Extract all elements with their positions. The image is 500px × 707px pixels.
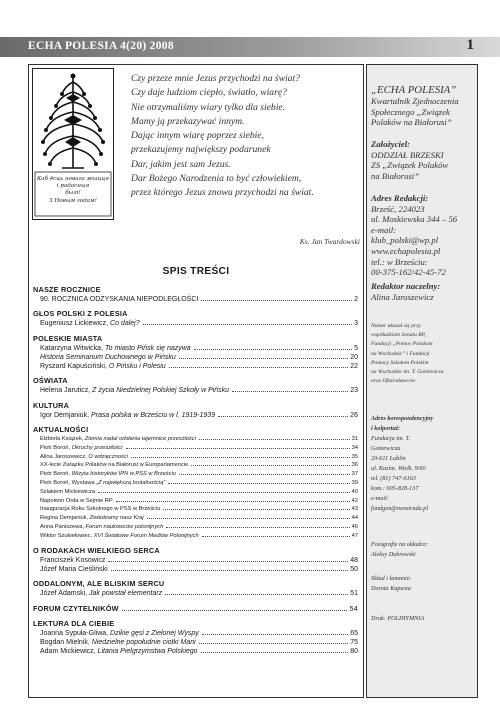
toc-entry-title: Co dalej? [110,320,140,328]
toc-section-title: AKTUALNOŚCI [33,425,89,435]
toc-page-number: 23 [350,387,358,395]
toc-entry-author: Piotr Boroń, Wystawa [40,480,97,487]
address-label: Adres Redakcji: [371,193,429,203]
print-line: Druk: POLIHYMNIA [371,615,425,622]
toc-entry-text [40,589,162,598]
toc-page-number: 20 [350,353,358,361]
toc-entry-title: To miasto Pińsk się nazywa [104,344,191,352]
funding-line: Numer ukazał się przy [371,323,421,329]
toc-entry[interactable] [33,556,358,565]
dot-leader [194,349,352,350]
toc-entry-text [40,505,160,514]
toc-entry[interactable] [33,589,358,598]
toc-entry-author: Katarzyna Witwicka, [40,344,105,352]
caption-line: Каб ёсць новага жыцця [36,176,110,182]
dot-leader [168,483,350,484]
dot-leader [122,610,348,611]
masthead-name: „ECHA POLESIA” [371,84,457,96]
toc-entry-title: Prasa polska w Brześciu w l. 1919-1939 [90,411,216,419]
toc-page-number: 75 [350,638,358,646]
toc-entry-title: XVI Światowe Forum Mediów Polonijnych [93,532,199,539]
toc-entry[interactable] [33,565,358,574]
poem-line: Dając innym wiarę poprzez siebie, [131,130,264,142]
toc-page-number: 37 [351,471,358,478]
toc-section [33,619,358,657]
toc-entry-author: Eugeniusz Lickiewicz, [40,320,111,328]
toc-entry-author: Ryszard Kapuściński, [40,363,109,371]
toc-entry[interactable] [33,505,358,514]
toc-entry-title: Okruchy przeszłości [71,444,123,451]
page-number: 1 [466,37,474,53]
website-link[interactable]: www.echapolesia.pl [371,245,441,256]
poem-line: przekazujemy największy podarunek [131,144,271,156]
folk-ornament-illustration [32,68,114,220]
toc-section [33,334,358,372]
toc-entry-author: Józef Adamski, [40,590,90,598]
toc-entry-author: Napoleon Orda w Sejmie RP [40,497,113,504]
ornament-caption [34,176,112,205]
toc-entry-text [40,319,140,328]
toc-entry-text [40,353,176,362]
poem-line: przez którego Jezus znowu przychodzi na świat. [131,187,314,199]
toc-entry-text [40,497,113,506]
toc-section [33,604,358,614]
toc-page-number: 51 [350,590,358,598]
toc-section [33,285,358,304]
poem-author: Ks. Jan Twardowski [299,237,360,246]
toc-entry[interactable] [33,514,358,523]
masthead-line: Kwartalnik Zjednoczenia [371,96,459,106]
toc-entry-title: Litania Pielgrzymstwa Polskiego [97,648,198,656]
toc-entry-title: „Z największą brutalnością” [96,480,166,487]
toc-entry[interactable] [33,411,358,420]
toc-entry-text [40,295,198,304]
toc-entry-title: 90. ROCZNICA ODZYSKANIA NIEPODLEGŁOŚCI [40,296,199,303]
toc-page-number: 39 [351,480,358,487]
toc-entry-author: Adam Mickiewicz, [40,648,98,656]
toc-section [33,579,358,598]
credit-label: Skład i łamanie: [371,575,412,582]
dot-leader [232,391,348,392]
toc-entry-text [40,514,144,523]
dot-leader [202,634,348,635]
print-credit [371,614,477,624]
toc-entry-text [40,488,95,497]
toc-section-title: ODDALONYM, ALE BLISKIM SERCU [33,579,165,589]
toc-section-title: LEKTURA DLA CIEBIE [33,618,115,628]
toc-entry[interactable] [33,479,358,488]
founder-label: Założyciel: [371,139,411,149]
toc-entry-title: Jak powstał elementarz [89,590,163,598]
poem-line: Czy przeze mnie Jezus przychodzi na świat? [131,73,300,84]
toc-entry-text [40,461,188,470]
dot-leader [126,448,350,449]
founder-line: ODDZIAŁ BRZESKI [371,149,444,160]
poem-line: Nie otrzymaliśmy wiary tylko dla siebie. [131,101,286,113]
toc-entry-text [40,638,196,647]
correspondence-label: i kolportaż: [371,425,401,432]
toc-title: SPIS TREŚCI [162,266,230,277]
toc-entry-author: Igor Demjaniuk, [40,411,91,419]
correspondence-line: Fundacja im. T. [371,435,411,442]
toc-page-number: 42 [351,497,358,504]
address-block [371,193,477,278]
toc-entry-author: XX-lecie Związku Polaków na Białorusi w Europarlamencie [40,462,189,469]
toc-entry[interactable] [33,353,358,362]
toc-entry-text [40,435,196,444]
toc-page-number: 47 [351,532,358,539]
credit-label: Fotografie na okładce: [371,541,429,548]
toc-entry-author: Bogdan Mielnik, [40,638,92,646]
dot-leader [169,367,349,368]
magazine-title: ECHA POLESIA 4(20) 2008 [28,40,174,52]
toc-entry[interactable] [33,344,358,353]
table-of-contents [33,285,358,661]
toc-section-title: O RODAKACH WIELKIEGO SERCA [33,545,160,555]
correspondence-block [371,414,477,514]
founder-block [371,139,477,181]
dot-leader [179,474,350,475]
toc-page-number: 5 [354,344,358,352]
toc-entry-author: Józef Maria Cieśliński [40,565,108,573]
toc-entry[interactable] [33,629,358,638]
toc-entry-title: Historia Seminarium Duchownego w Pińsku [40,353,176,361]
toc-section-title [33,604,358,614]
toc-entry-author: Joanna Sypuła-Gliwa, [40,629,111,637]
founder-line: na Białorusi” [371,170,420,181]
funding-line: Fundacji „Pomoc Polakom [371,341,433,348]
dot-leader [166,527,349,528]
toc-entry-text [40,479,165,488]
toc-entry-author: Helena Jaruticz, [40,387,93,395]
dot-leader [201,300,352,301]
toc-entry[interactable] [33,523,358,532]
toc-entry-title: O Pińsku i Polesiu [108,363,166,371]
toc-entry-text [40,523,163,532]
correspondence-line: 20-611 Lublin [371,455,406,462]
toc-entry-author: Franciszek Kosowicz [40,556,106,564]
toc-page-number: 43 [351,506,358,513]
toc-section [33,401,358,420]
toc-entry-title: Forum naukowców polonijnych [85,524,164,531]
toc-entry-text [40,411,215,420]
correspondence-line: e-mail: [371,495,389,502]
toc-section [33,309,358,328]
caption-line: былі! [65,190,81,197]
correspondence-line: ul. Kazim. Wielk. 9/60 [371,465,426,472]
editor-label: Redaktor naczelny: [371,281,441,291]
phone-number: 00-375-162/42-45-72 [371,267,446,278]
toc-page-number: 44 [351,515,358,522]
dot-leader [218,416,348,417]
toc-entry[interactable] [33,488,358,497]
dot-leader [98,492,350,493]
funding-note [371,322,477,386]
toc-page-number: 54 [349,603,358,613]
toc-entry[interactable] [33,295,358,304]
toc-entry-author: Anna Paniszewa, [40,524,86,531]
correspondence-line: Goniewicza [371,445,401,452]
dot-leader [116,501,350,502]
toc-entry-text [40,556,105,565]
toc-page-number: 80 [350,648,358,656]
toc-entry-text [40,386,229,395]
toc-entry-title: Ziemia nadal odsłania tajemnice przeszłości [84,436,196,443]
dot-leader [199,643,349,644]
poem-line: Dar, jakim jest sam Jezus. [131,158,231,170]
toc-entry-title: Wizyta historyków IPN w PSS w Brześciu [71,471,176,478]
dot-leader [179,358,348,359]
toc-entry[interactable] [33,638,358,647]
toc-page-number: 36 [351,462,358,469]
toc-entry-title: Zwiedzamy nasz Kraj [89,515,144,522]
toc-entry[interactable] [33,647,358,656]
toc-entry-text [40,362,166,371]
toc-section-title: NASZE ROCZNICE [33,285,101,294]
toc-page-number: 50 [350,565,358,573]
typesetting-credit [371,574,477,594]
funding-line: oraz Ofiarodawców [371,378,416,385]
credit-name: Aleksy Dubrowski [371,551,416,558]
toc-entry[interactable] [33,497,358,506]
address-line: e-mail: [371,224,397,235]
toc-page-number: 65 [350,629,358,637]
toc-entry-title: Z życia Niedzielnej Polskiej Szkoły w Pińsku [92,387,230,395]
toc-entry-text [40,344,191,353]
masthead-line: Społecznego „Związek [371,106,450,117]
dot-leader [165,594,348,595]
toc-entry-title: Dzikie gęsi z Zielonej Wyspy [110,629,199,637]
toc-section [33,546,358,575]
toc-entry-text [40,470,176,479]
toc-page-number: 31 [351,436,358,443]
toc-entry-author: Regina Demjaniuk, [40,515,90,522]
christmas-poem [131,72,363,201]
toc-page-number: 46 [351,524,358,531]
toc-entry[interactable] [33,435,358,444]
toc-entry-text [40,532,199,541]
toc-entry[interactable] [33,532,358,541]
toc-entry-author: Elżbieta Książek, [40,436,85,443]
credit-name: Dorota Kapusta [371,585,411,592]
founder-line: ZS „Związek Polaków [371,160,449,171]
dot-leader [199,439,350,440]
toc-page-number: 35 [351,453,358,460]
toc-entry[interactable] [33,386,358,395]
caption-line: і радасныя [56,183,90,190]
email-link[interactable]: klub_polski@wp.pl [371,235,439,246]
dot-leader [202,536,350,537]
correspondence-line: tel. (81) 747-6163 [371,475,416,482]
toc-entry-text [40,629,199,638]
funding-line: na Wschodzie im. T. Goniewicza [371,369,444,376]
toc-section-title: POLESKIE MIASTA [33,333,103,343]
toc-entry[interactable] [33,362,358,371]
dot-leader [191,465,349,466]
toc-entry[interactable] [33,470,358,479]
funding-line: na Wschodzie” i Fundacji [371,350,430,357]
toc-entry-author: Inauguracja Roku Szkolnego w PSS w Brześciu [40,506,161,513]
toc-entry[interactable] [33,319,358,328]
toc-entry-text [40,444,123,453]
page-header [0,37,500,57]
toc-page-number: 48 [350,556,358,564]
toc-entry-author: Wiktor Szukiełowiec, [40,532,94,539]
poem-line: Dar Bożego Narodzenia to być człowiekiem, [131,173,302,185]
toc-entry-author: Piotr Boroń, [40,444,72,451]
toc-section-title-text: FORUM CZYTELNIKÓW [33,603,119,613]
toc-entry-text [40,647,198,656]
toc-entry[interactable] [33,444,358,453]
toc-page-number: 3 [354,320,358,328]
toc-entry-author: Piotr Boroń, [40,471,72,478]
toc-section-title: KULTURA [33,400,70,410]
toc-page-number: 22 [350,363,358,371]
editor-block [371,281,477,302]
toc-section [33,376,358,395]
correspondence-label: Adres korespondencyjny [371,415,434,422]
toc-page-number: 26 [350,411,358,419]
funding-line: współudziale Senatu RP, [371,332,426,339]
cover-photo-credit [371,540,477,560]
dot-leader [108,561,348,562]
dot-leader [147,518,350,519]
toc-page-number: 34 [351,444,358,451]
toc-section-title: OŚWIATA [33,376,68,386]
dot-leader [111,570,349,571]
dot-leader [201,652,349,653]
correspondence-email-link[interactable]: fundgon@neostrada.pl [371,505,429,512]
address-line: ul. Moskiewska 344 – 56 [371,214,458,225]
caption-line: З Новым годам! [49,197,97,204]
toc-entry-author: Alina Jaroszewicz, [40,453,89,460]
editor-name: Alina Jaroszewicz [371,291,434,302]
toc-section [33,425,358,541]
dot-leader [131,457,350,458]
toc-section-title: GŁOS POLSKI Z POLESIA [33,309,128,319]
toc-page-number: 40 [351,488,358,495]
toc-entry-text [40,565,108,574]
masthead [371,84,477,128]
funding-line: Pomocy Szkołom Polskim [371,359,429,366]
correspondence-line: kom.: 605-828-137 [371,485,419,492]
poem-line: Czy daje ludziom ciepło, światło, wiarę? [131,87,287,99]
masthead-line: Polaków na Białorusi” [371,117,452,128]
toc-entry-text [40,453,128,462]
dot-leader [143,324,352,325]
toc-entry[interactable] [33,453,358,462]
toc-entry-author: Szlakiem Mickiewicza [40,488,95,495]
toc-page-number: 2 [354,296,358,303]
address-line: tel.: w Brześciu: [371,256,428,267]
dot-leader [163,509,349,510]
poem-line: Mamy ją przekazywać innym. [131,115,245,127]
toc-entry[interactable] [33,461,358,470]
address-line: Brześć, 224023 [371,203,425,214]
toc-entry-title: O wdzięczności [88,453,128,460]
toc-entry-title: Niedzielne popołudnie ciotki Mani [91,638,196,646]
